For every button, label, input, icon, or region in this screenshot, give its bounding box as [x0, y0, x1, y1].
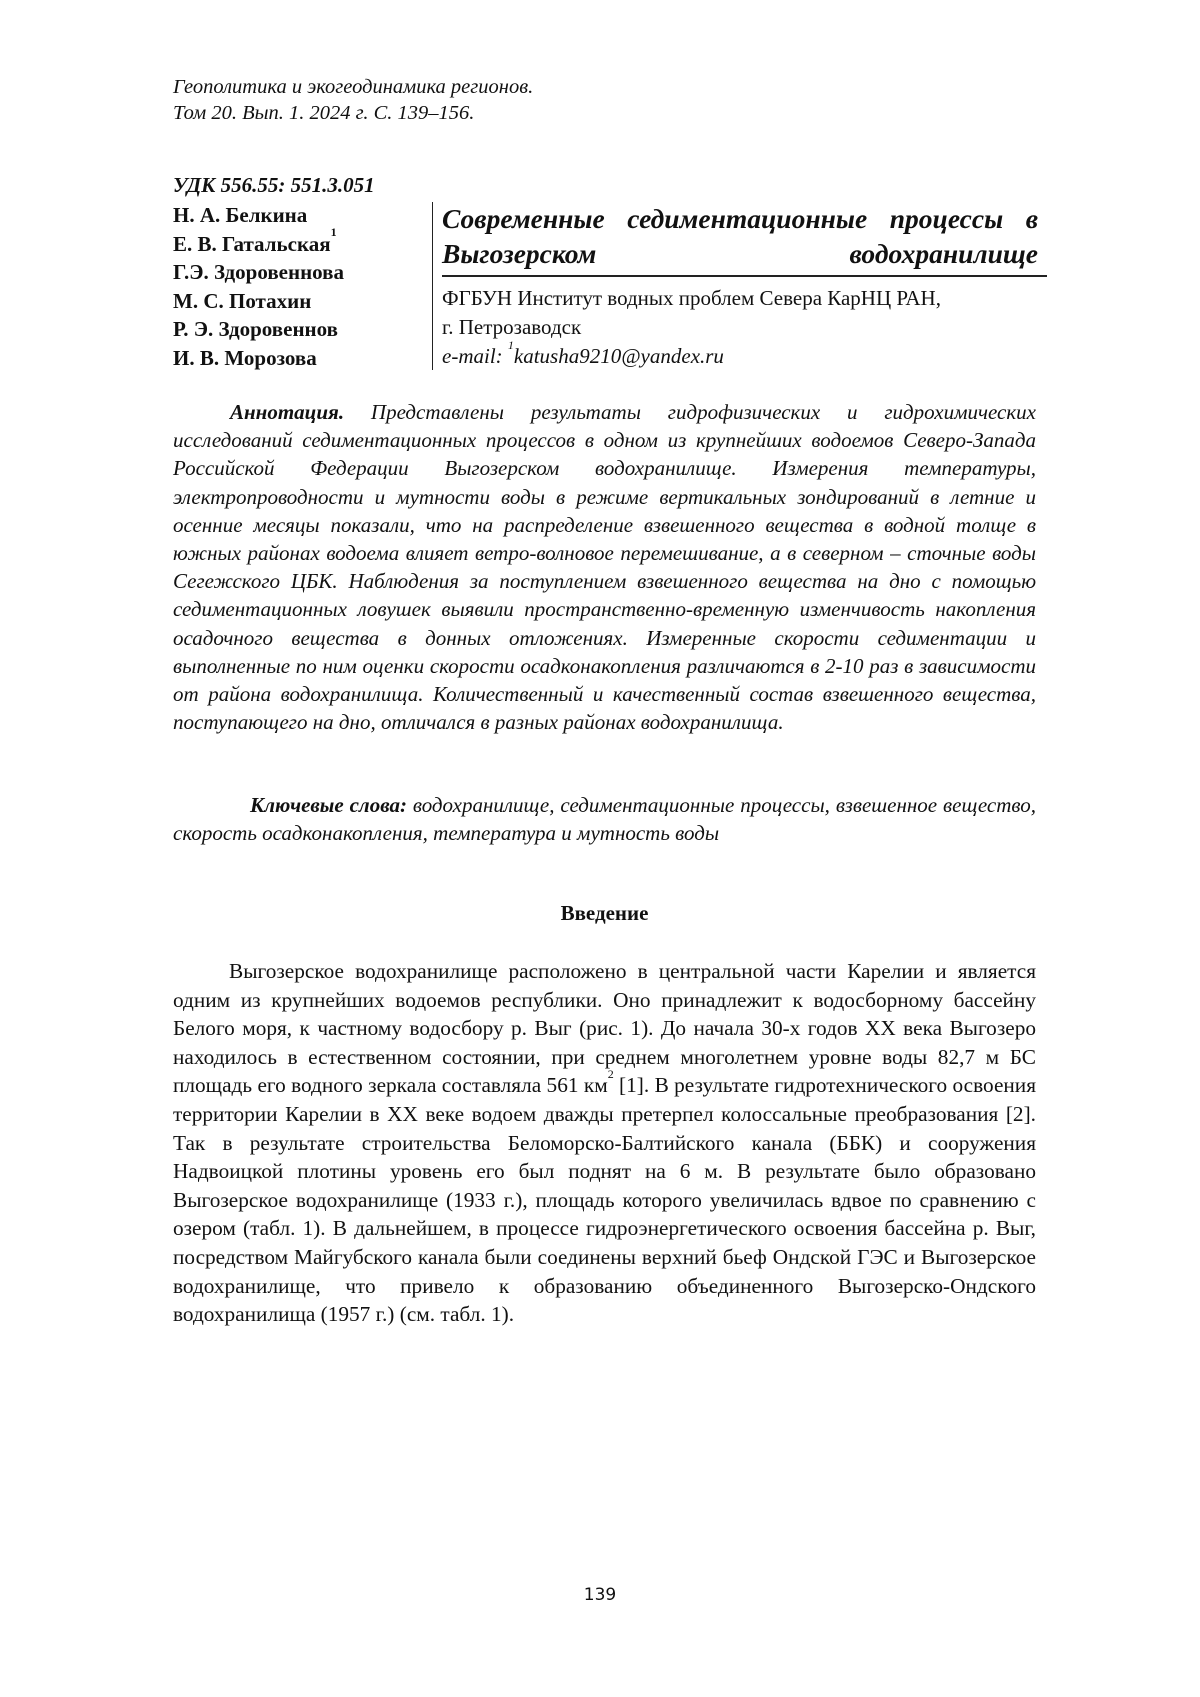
- journal-name: Геополитика и экогеодинамика регионов.: [173, 76, 534, 98]
- article-title: Современные седиментационные процессы в Выгозерском водохранилище: [442, 203, 1038, 269]
- affiliation-institute: ФГБУН Институт водных проблем Севера КарНЦ РАН,: [442, 286, 941, 310]
- intro-paragraph: Выгозерское водохранилище расположено в центральной части Карелии и является одним из крупнейших водоемов республики. Оно принадлежит к водосборному бассейну Белого моря, к частному водосбору р. Выг (рис. 1). До начала 30-х годов XX века Выгозеро находилось в естественном состоянии, при среднем многолетнем уровне воды 82,7 м БС площадь его водного зеркала составляла 561 $км^2$ [1]. В результате гидротехнического освоения территории Карелии в XX веке водоем дважды претерпел колоссальные преобразования [2]. Так в результате строительства Беломорско-Балтийского канала (ББК) и сооружения Надвоицкой плотины уровень его был поднят на 6 м. В результате было образовано Выгозерское водохранилище (1933 г.), площадь которого увеличилась вдвое по сравнению с озером (табл. 1). В дальнейшем, в процессе гидроэнергетического освоения бассейна р. Выг, посредством Майгубского канала были соединены верхний бьеф Ондской ГЭС и Выгозерское водохранилище, что привело к образованию объединенного Выгозерско-Ондского водохранилища (1957 г.) (см. табл. 1).: [173, 959, 1036, 1327]
- keywords-text: водохранилище, седиментационные процессы, взвешенное вещество, скорость осадконакопления, температура и мутность воды: [173, 793, 1036, 846]
- journal-issue: Том 20. Вып. 1. 2024 г. С. 139–156.: [173, 102, 475, 124]
- author: Е. В. Гатальская$^1$: [173, 224, 337, 256]
- author: И. В. Морозова: [173, 345, 317, 370]
- author: Н. А. Белкина: [173, 203, 308, 227]
- column-divider: [432, 202, 433, 370]
- author: Г.Э. Здоровеннова: [173, 260, 345, 284]
- affiliation-marker: 1: [330, 224, 337, 239]
- contact-email: e-mail: $^1$katusha9210@yandex.ru: [442, 338, 724, 368]
- keywords: [173, 791, 1036, 847]
- section-heading: Введение: [560, 901, 649, 925]
- author: М. С. Потахин: [173, 288, 312, 313]
- affiliation-city: г. Петрозаводск: [442, 315, 582, 339]
- journal-reference: [173, 74, 533, 126]
- udk-code: УДК 556.55: 551.3.051: [173, 173, 375, 197]
- email-link[interactable]: katusha9210@yandex.ru: [513, 344, 724, 368]
- page-number: 139: [583, 1585, 617, 1605]
- superscript: 2: [607, 1067, 614, 1082]
- abstract-label: Аннотация.: [230, 400, 345, 424]
- title-underline: [442, 275, 1047, 277]
- abstract: [173, 398, 1036, 736]
- author-list: [173, 201, 423, 372]
- abstract-text: Представлены результаты гидрофизических и гидрохимических исследований седиментационных процессов в одном из крупнейших водоемов Северо-Запада Российской Федерации Выгозерском водохранилище. Измерения температуры, электропроводности и мутности воды в режиме вертикальных зондирований в летние и осенние месяцы показали, что на распределение взвешенного вещества в водной толще в южных районах водоема влияет ветро-волновое перемешивание, а в северном – сточные воды Сегежского ЦБК. Наблюдения за поступлением взвешенного вещества на дно с помощью седиментационных ловушек выявили пространственно-временную изменчивость накопления осадочного вещества в донных отложениях. Измеренные скорости седиментации и выполненные по ним оценки скорости осадконакопления различаются в 2-10 раз в зависимости от района водохранилища. Количественный и качественный состав взвешенного вещества, поступающего на дно, отличался в разных районах водохранилища.: [173, 400, 1036, 735]
- affiliation-block: [442, 284, 1042, 371]
- keywords-label: Ключевые слова:: [250, 793, 407, 817]
- author: Р. Э. Здоровеннов: [173, 317, 338, 341]
